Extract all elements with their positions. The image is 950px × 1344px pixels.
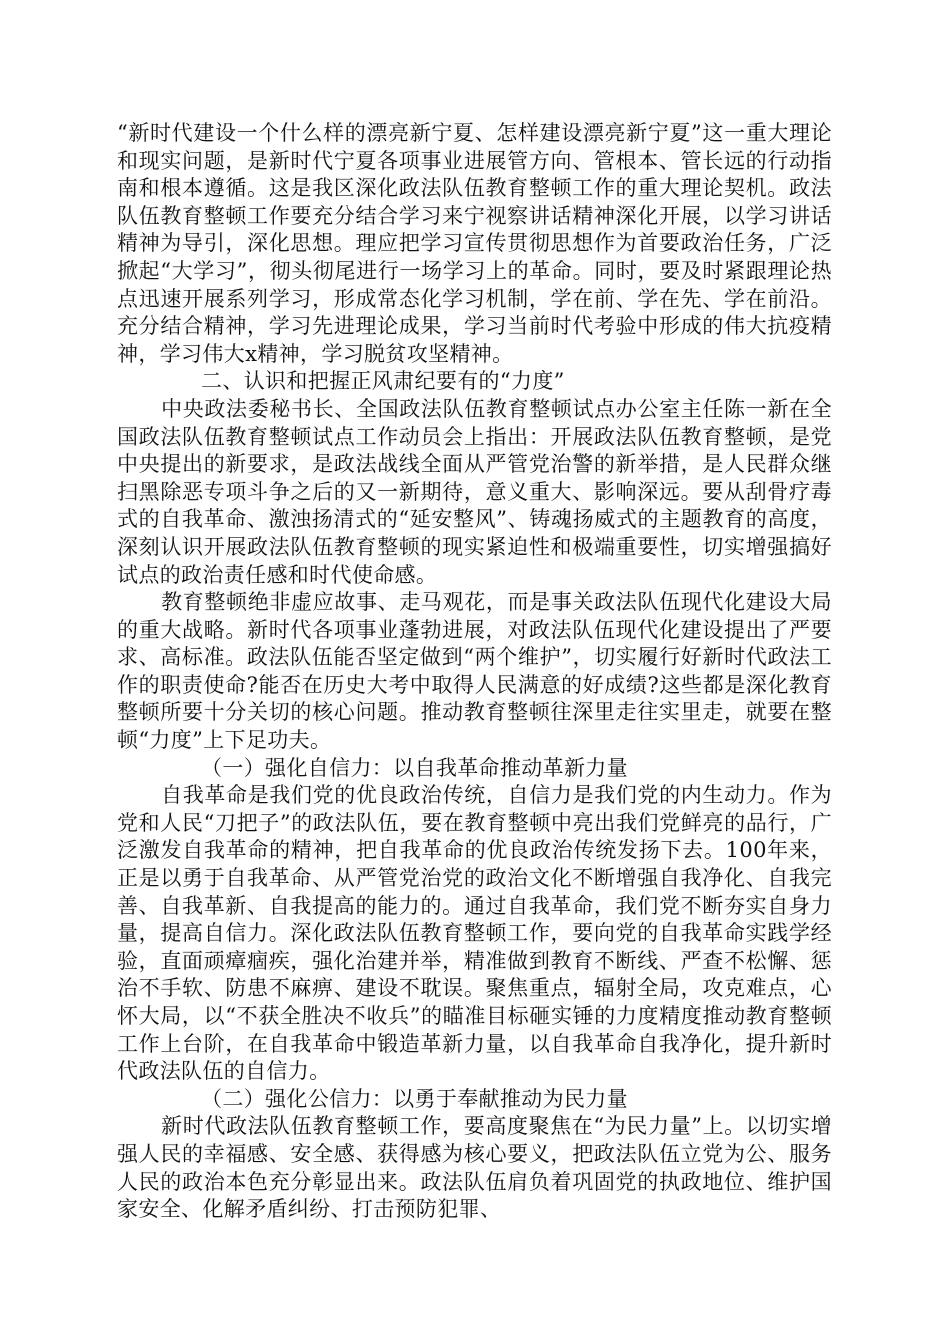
body-paragraph: 中央政法委秘书长、全国政法队伍教育整顿试点办公室主任陈一新在全国政法队伍教育整顿试点工作动员会上指出：开展政法队伍教育整顿，是党中央提出的新要求，是政法战线全面从严管党治警的新举措，是人民群众继扫黑除恶专项斗争之后的又一新期待，意义重大、影响深远。要从刮骨疗毒式的自我革命、激浊扬清式的“延安整风”、铸魂扬威式的主题教育的高度，深刻认识开展政法队伍教育整顿的现实紧迫性和极端重要性，切实增强搞好试点的政治责任感和时代使命感。	[117, 396, 832, 587]
body-paragraph: 自我革命是我们党的优良政治传统，自信力是我们党的内生动力。作为党和人民“刀把子”的政法队伍，要在教育整顿中亮出我们党鲜亮的品行，广泛激发自我革命的精神，把自我革命的优良政治传统发扬下去。100年来，正是以勇于自我革命、从严管党治党的政治文化不断增强自我净化、自我完善、自我革新、自我提高的能力的。通过自我革命，我们党不断夯实自身力量，提高自信力。深化政法队伍教育整顿工作，要向党的自我革命实践学经验，直面顽瘴痼疾，强化治建并举，精准做到教育不断线、严查不松懈、惩治不手软、防患不麻痹、建设不耽误。聚焦重点，辐射全局，攻克难点，心怀大局，以“不获全胜决不收兵”的瞄准目标砸实锤的力度精度推动教育整顿工作上台阶，在自我革命中锻造革新力量，以自我革命自我净化，提升新时代政法队伍的自信力。	[117, 783, 832, 1084]
subsection-heading: （二）强化公信力：以勇于奉献推动为民力量	[201, 1086, 628, 1111]
body-paragraph: “新时代建设一个什么样的漂亮新宁夏、怎样建设漂亮新宁夏”这一重大理论和现实问题，是新时代宁夏各项事业进展管方向、管根本、管长远的行动指南和根本遵循。这是我区深化政法队伍教育整顿工作的重大理论契机。政法队伍教育整顿工作要充分结合学习来宁视察讲话精神深化开展，以学习讲话精神为导引，深化思想。理应把学习宣传贯彻思想作为首要政治任务，广泛掀起“大学习”，彻头彻尾进行一场学习上的革命。同时，要及时紧跟理论热点迅速开展系列学习，形成常态化学习机制，学在前、学在先、学在前沿。充分结合精神，学习先进理论成果，学习当前时代考验中形成的伟大抗疫精神，学习伟大x精神，学习脱贫攻坚精神。	[117, 121, 832, 366]
document-page	[117, 120, 832, 1224]
section-heading: 二、认识和把握正风肃纪要有的“力度”	[201, 369, 565, 394]
body-paragraph: 教育整顿绝非虚应故事、走马观花，而是事关政法队伍现代化建设大局的重大战略。新时代各项事业蓬勃进展，对政法队伍现代化建设提出了严要求、高标准。政法队伍能否坚定做到“两个维护”，切实履行好新时代政法工作的职责使命?能否在历史大考中取得人民满意的好成绩?这些都是深化教育整顿所要十分关切的核心问题。推动教育整顿往深里走往实里走，就要在整顿“力度”上下足功夫。	[117, 590, 832, 753]
body-paragraph: 新时代政法队伍教育整顿工作，要高度聚焦在“为民力量”上。以切实增强人民的幸福感、安全感、获得感为核心要义，把政法队伍立党为公、服务人民的政治本色充分彰显出来。政法队伍肩负着巩固党的执政地位、维护国家安全、化解矛盾纠纷、打击预防犯罪、	[117, 1114, 832, 1222]
subsection-heading: （一）强化自信力：以自我革命推动革新力量	[201, 755, 628, 780]
